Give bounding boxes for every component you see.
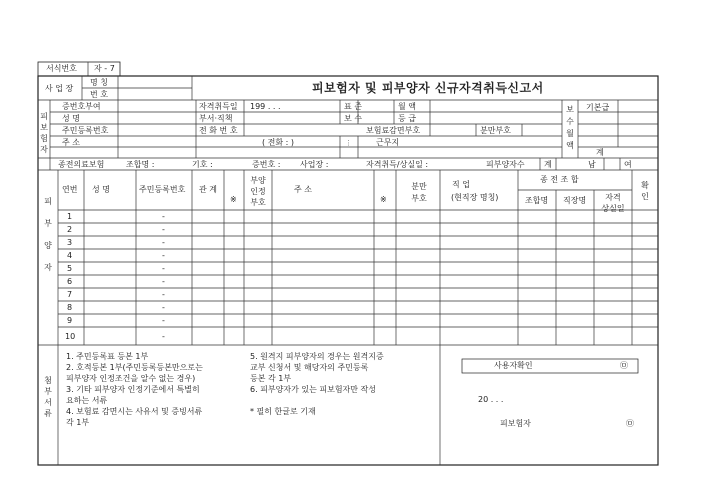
prev-sum: 계 xyxy=(544,160,552,169)
attach-right-2: 교부 신청서 및 해당자의 주민등록 xyxy=(250,363,369,372)
branch-code-label: 분만부호 xyxy=(480,126,511,135)
dep-workplace-header: 직장명 xyxy=(563,196,587,205)
pension-label: 종전의료보험 xyxy=(58,160,105,169)
total-label: 계 xyxy=(596,148,604,157)
rrn-dash: - xyxy=(162,303,165,312)
dep-rrn-header: 주민등록번호 xyxy=(139,185,186,194)
dep-prev-union-header: 종 전 조 합 xyxy=(540,175,579,184)
dep-name-header: 성 명 xyxy=(92,185,110,194)
form-no-label: 서식번호 xyxy=(46,64,77,73)
form-no-value: 자 - 7 xyxy=(94,64,115,73)
acq-date-label: 자격취득일 xyxy=(199,102,238,111)
insured-side-label: 피 보 험 자 xyxy=(40,112,48,154)
dep-row-seq: 9 xyxy=(67,316,73,325)
grade-salary-label: 보 수 xyxy=(344,114,362,123)
grade-std-label: 표 준 xyxy=(344,102,362,111)
dep-status-loss-header: 자격 상실일 xyxy=(601,193,625,213)
attach-left-2: 2. 호적등본 1부(주민등록등본만으로는 xyxy=(66,363,203,372)
dep-job-sub-header: (현직장 명칭) xyxy=(451,193,499,202)
rrn-dash: - xyxy=(162,290,165,299)
rrn-label: 주민등록번호 xyxy=(62,126,109,135)
sign-date[interactable]: 20 . . . xyxy=(478,395,504,404)
dep-row-seq: 5 xyxy=(67,264,73,273)
dep-union-name-header: 조합명 xyxy=(525,196,549,205)
dep-support-header: 부양 인정 부호 xyxy=(250,176,266,207)
acq-date-value[interactable]: 199 . . . xyxy=(250,102,281,111)
phone-paren: ( 전화 : ) xyxy=(262,138,295,147)
employer-name-label: 명 칭 xyxy=(90,78,108,87)
dotted-mark: ⋮ xyxy=(345,139,352,147)
attachments-side-label: 첨 부 서 류 xyxy=(44,376,52,418)
prev-symbol: 기호 : xyxy=(192,160,213,169)
attach-left-4: 3. 기타 피부양자 인정기준에서 특별히 xyxy=(66,385,200,394)
dep-row-seq: 3 xyxy=(67,238,73,247)
seal-mark-2: ㉤ xyxy=(626,419,634,428)
dep-row-seq: 2 xyxy=(67,225,73,234)
dep-row-seq: 8 xyxy=(67,303,73,312)
dep-confirm-header: 확 인 xyxy=(641,181,649,201)
rrn-dash: - xyxy=(162,332,165,341)
dep-relation-header: 관 계 xyxy=(199,185,217,194)
dep-address-header: 주 소 xyxy=(294,185,312,194)
dep-star1: ※ xyxy=(230,195,237,204)
prev-union: 조합명 : xyxy=(126,160,155,169)
prev-dependents: 피부양자수 xyxy=(486,160,525,169)
attach-left-7: 각 1부 xyxy=(66,418,90,427)
employer-label: 사 업 장 xyxy=(45,84,74,93)
cert-no-label: 증번호부여 xyxy=(62,102,101,111)
phone-label: 전 화 번 호 xyxy=(199,126,238,135)
attach-left-3: 피부양자 인정조건을 알수 없는 경우) xyxy=(66,374,196,383)
monthly-label: 월 액 xyxy=(398,102,416,111)
rrn-dash: - xyxy=(162,264,165,273)
dep-job-header: 직 업 xyxy=(452,180,470,189)
prev-employer: 사업장 : xyxy=(300,160,329,169)
address-label: 주 소 xyxy=(62,138,80,147)
attach-left-5: 요하는 서류 xyxy=(66,396,108,405)
attach-right-4: 6. 피부양자가 있는 피보험자만 작성 xyxy=(250,385,376,394)
insurance-reduction-label: 보험료감면부호 xyxy=(366,126,421,135)
form-title: 피보험자 및 피부양자 신규자격취득신고서 xyxy=(312,81,544,95)
grade-label: 등 급 xyxy=(398,114,416,123)
rrn-dash: - xyxy=(162,251,165,260)
attach-right-5 xyxy=(250,397,384,405)
rrn-dash: - xyxy=(162,238,165,247)
attach-right-1: 5. 원격지 피부양자의 경우는 원격지증 xyxy=(250,352,384,361)
insured-sign-label: 피보험자 xyxy=(500,419,531,428)
prev-cert: 증번호 : xyxy=(252,160,281,169)
pay-side-label: 보 수 월 액 xyxy=(566,105,574,150)
rrn-dash: - xyxy=(162,316,165,325)
name-label: 성 명 xyxy=(62,114,80,123)
attach-left-6: 4. 보험료 감면시는 사유서 및 증빙서류 xyxy=(66,407,203,416)
dep-branch-header: 분만 부호 xyxy=(411,182,427,203)
employer-number-label: 번 호 xyxy=(90,90,108,99)
prev-female: 여 xyxy=(624,160,632,169)
attach-right-6: * 필히 한글로 기재 xyxy=(250,407,316,416)
seal-mark: ㉤ xyxy=(620,361,628,370)
attach-left-1: 1. 주민등록표 등본 1부 xyxy=(66,352,149,361)
dept-title-label: 부서·직책 xyxy=(199,114,233,123)
dep-row-seq: 6 xyxy=(67,277,73,286)
rrn-dash: - xyxy=(162,277,165,286)
attach-right-3: 등본 각 1부 xyxy=(250,374,292,383)
dep-row-seq: 1 xyxy=(67,212,73,221)
dep-row-seq: 7 xyxy=(67,290,73,299)
workplace-label: 근무지 xyxy=(376,138,400,147)
dependents-side-label: 피 부 양 자 xyxy=(44,197,52,272)
rrn-dash: - xyxy=(162,212,165,221)
dep-seq-header: 연번 xyxy=(62,185,78,194)
base-pay-label: 기본급 xyxy=(586,103,610,112)
rrn-dash: - xyxy=(162,225,165,234)
dep-row-seq: 4 xyxy=(67,251,73,260)
dep-row-seq: 10 xyxy=(65,332,76,341)
employer-confirm-label: 사용자확인 xyxy=(494,361,533,370)
prev-male: 남 xyxy=(588,160,596,169)
prev-status: 자격취득/상실일 : xyxy=(366,160,429,169)
dep-star2: ※ xyxy=(380,195,387,204)
